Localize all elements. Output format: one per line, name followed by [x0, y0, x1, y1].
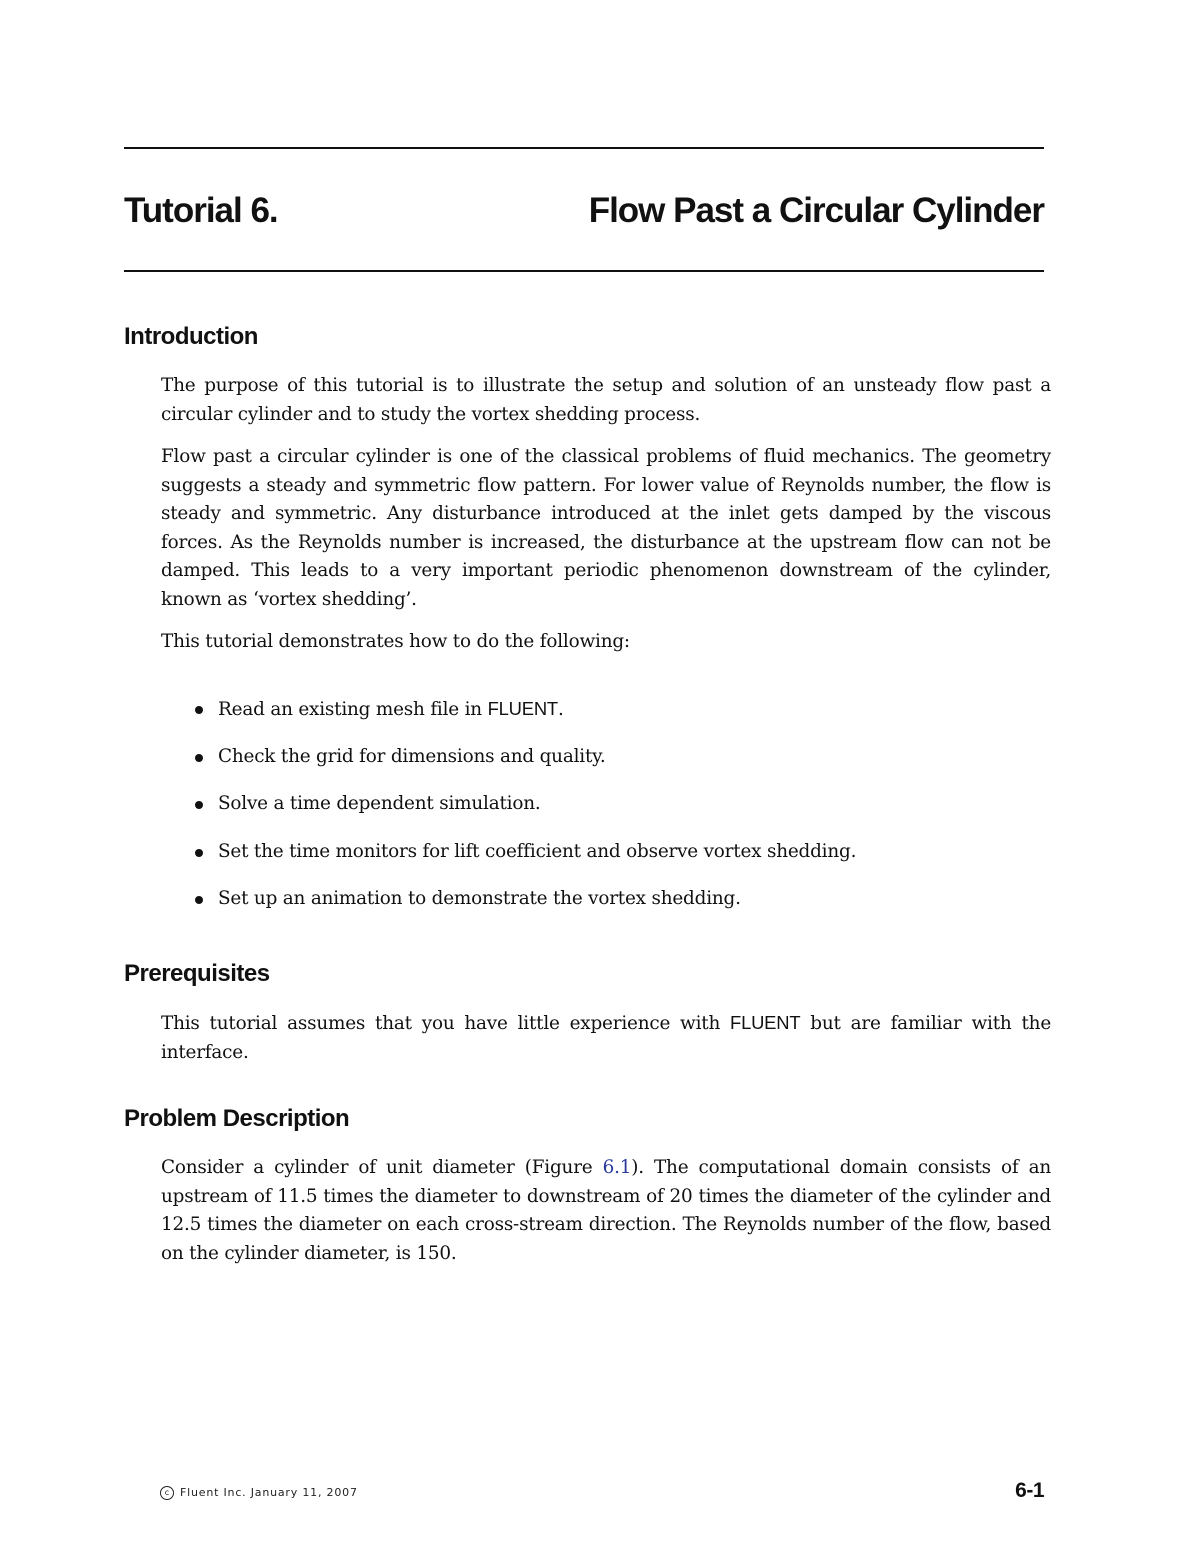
- product-name: FLUENT: [730, 1012, 801, 1033]
- list-item-text: Check the grid for dimensions and quality.: [218, 745, 606, 767]
- footer-copyright-text: Fluent Inc. January 11, 2007: [180, 1486, 358, 1499]
- bullet-icon: [195, 706, 203, 714]
- section-title-problem-description: Problem Description: [124, 1105, 350, 1132]
- list-item: [190, 695, 1050, 743]
- footer-copyright: [160, 1484, 358, 1502]
- chapter-header: [124, 186, 1044, 236]
- objectives-list: [190, 695, 1050, 933]
- list-item-text-after: .: [557, 699, 564, 720]
- prerequisites-paragraph: [161, 1009, 1051, 1067]
- header-top-rule: [124, 147, 1044, 149]
- list-item-text: Set up an animation to demonstrate the vortex shedding.: [218, 888, 741, 909]
- prerequisites-text-before: This tutorial assumes that you have little experience with: [161, 1013, 731, 1034]
- bullet-icon: [195, 896, 203, 904]
- chapter-title: Flow Past a Circular Cylinder: [588, 191, 1044, 230]
- problem-text-before: Consider a cylinder of unit diameter (Figure: [161, 1157, 603, 1178]
- header-bottom-rule: [124, 270, 1044, 272]
- copyright-icon: c: [160, 1486, 174, 1500]
- chapter-number: Tutorial 6.: [124, 191, 278, 230]
- figure-reference-link[interactable]: 6.1: [602, 1157, 632, 1178]
- list-item-text: Set the time monitors for lift coefficient and observe vortex shedding.: [218, 840, 857, 862]
- problem-text-after: ). The computational domain consists of an upstream of 11.5 times the diameter to downstream of 20 times the diameter of the cylinder and 12.5 times the diameter on each cross-stream direction. The Reynolds number of the flow, based on the cylinder diameter, is 150.: [161, 1157, 1051, 1264]
- problem-description-paragraph: [161, 1154, 1051, 1268]
- list-item: [190, 743, 1050, 791]
- bullet-icon: [195, 754, 203, 762]
- intro-paragraph-2: Flow past a circular cylinder is one of the classical problems of fluid mechanics. The geometry suggests a steady and symmetric flow pattern. For lower value of Reynolds number, the flow is steady and symmetric. Any disturbance introduced at the inlet gets damped by the viscous forces. As the Reynolds number is increased, the disturbance at the upstream flow can not be damped. This leads to a very important periodic phenomenon downstream of the cylinder, known as ‘vortex shedding’.: [161, 446, 1051, 610]
- intro-paragraph-3: This tutorial demonstrates how to do the following:: [161, 631, 630, 652]
- page-number: 6-1: [1015, 1479, 1044, 1502]
- section-title-introduction: Introduction: [124, 323, 258, 350]
- list-item-text-before: Read an existing mesh file in: [218, 699, 488, 720]
- prerequisites-text-after: but are familiar with the interface.: [161, 1013, 1052, 1063]
- list-item: [190, 838, 1050, 886]
- bullet-icon: [195, 849, 203, 857]
- intro-paragraph-1: The purpose of this tutorial is to illustrate the setup and solution of an unsteady flow past a circular cylinder and to study the vortex shedding process.: [161, 375, 1051, 425]
- list-item-text: [218, 695, 564, 725]
- bullet-icon: [195, 801, 203, 809]
- list-item: [190, 790, 1050, 838]
- list-item-text: Solve a time dependent simulation.: [218, 793, 541, 814]
- product-name: FLUENT: [487, 698, 558, 719]
- section-title-prerequisites: Prerequisites: [124, 960, 270, 987]
- list-item: [190, 885, 1050, 933]
